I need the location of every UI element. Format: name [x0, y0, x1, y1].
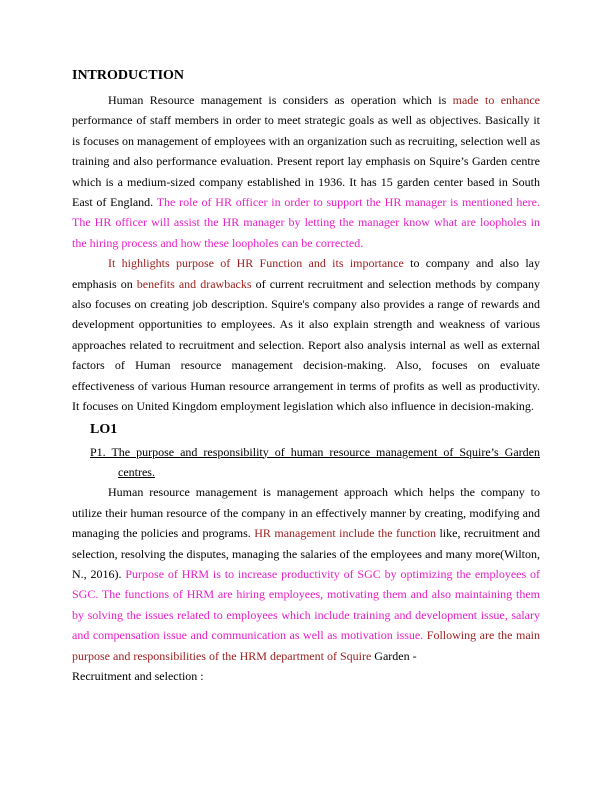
p1-subheading: P1. The purpose and responsibility of human resource management of Squire’s Garden centres. — [90, 444, 540, 479]
highlight-red: made to enhance — [452, 93, 540, 107]
lo1-heading: LO1 — [90, 421, 118, 437]
text-run: performance of staff members in order to meet strategic goals as well as objectives. Basically it is focuses on management of employees with an organization such as recruiting, selection well as training and also performance evaluation. Present report lay emphasis on Squire’s Garden centre which is a medium-sized company established in 1936. It has 15 garden center based in South East of England. — [72, 113, 540, 210]
intro-paragraph-1 — [72, 90, 540, 253]
text-run: like, recruitment and selection, resolving the disputes, managing the salaries of the employees and many more(Wilton, N., 2016). — [72, 526, 540, 581]
text-run: to company and also lay emphasis on — [72, 256, 540, 291]
hrm-paragraph — [72, 482, 540, 666]
highlight-red: HR management include the function — [254, 526, 436, 541]
highlight-red: It highlights purpose of HR Function and its importance — [108, 256, 404, 271]
introduction-heading: INTRODUCTION — [72, 68, 185, 83]
recruitment-label: Recruitment and selection : — [72, 668, 204, 683]
text-run: Human Resource management is considers as operation which is — [108, 93, 453, 107]
intro-paragraph-2 — [72, 253, 540, 416]
highlight-pink: Purpose of HRM is to increase productivity of SGC by optimizing the employees of SGC. The functions of HRM are hiring employees, motivating them and also maintaining them by solving the issues related to employees which include training and development issue, salary and compensation issue and communication as well as motivation issue. — [72, 566, 540, 643]
text-run: Human resource management is management approach which helps the company to utilize their human resource of the company in an effectively manner by creating, modifying and managing the policies and programs. — [72, 485, 540, 541]
document-page — [72, 68, 540, 686]
text-run: Garden - — [371, 648, 417, 663]
highlight-red: Following are the main purpose and responsibilities of the HRM department of Squire — [72, 628, 540, 663]
highlight-pink: The role of HR officer in order to support the HR manager is mentioned here. The HR officer will assist the HR manager by letting the manager know what are loopholes in the hiring process and how these loopholes can be corrected. — [72, 195, 541, 250]
text-run: of current recruitment and selection methods by company also focuses on creating job description. Squire's company also provides a range of rewards and development opportunities to employees. As it also explain strength and weakness of various approaches related to recruitment and selection. Report also analysis internal as well as external factors of Human resource management decision-making. Also, focuses on evaluate effectiveness of various Human resource arrangement in terms of profits as well as productivity. It focuses on United Kingdom employment legislation which also influence in decision-making. — [72, 276, 540, 414]
highlight-red: benefits and drawbacks — [136, 276, 252, 291]
